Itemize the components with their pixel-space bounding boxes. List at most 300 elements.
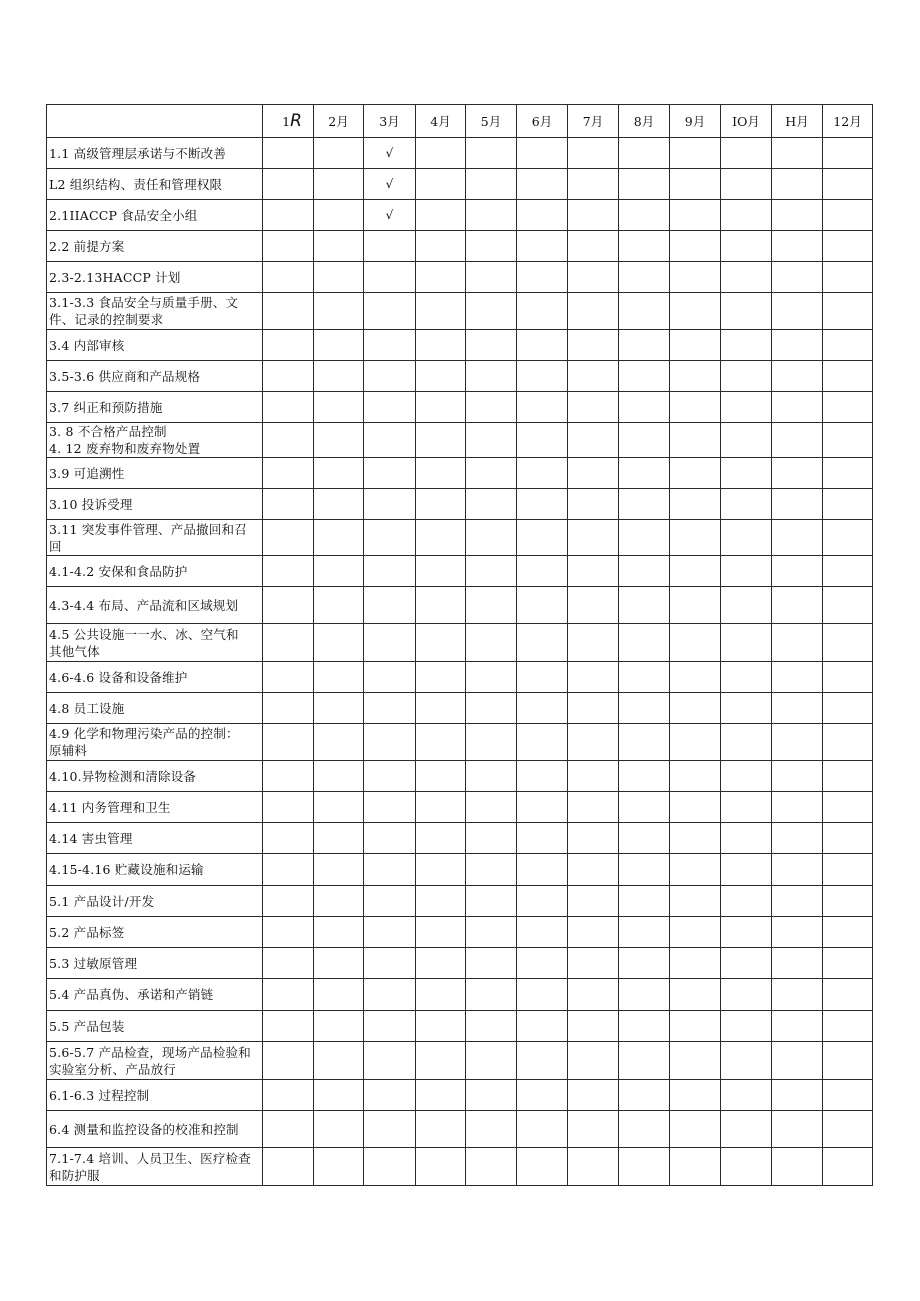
month-cell-12	[823, 293, 873, 330]
audit-item-line: 4.6-4.6 设备和设备维护	[49, 669, 188, 685]
month-cell-4	[416, 262, 466, 293]
month-cell-11	[772, 489, 823, 520]
month-cell-5	[466, 624, 517, 662]
month-cell-6	[517, 423, 568, 458]
month-cell-11	[772, 693, 823, 724]
audit-item-line: 实验室分析、产品放行	[49, 1061, 177, 1077]
month-cell-2	[314, 423, 364, 458]
month-cell-1	[263, 423, 314, 458]
month-cell-6	[517, 761, 568, 792]
month-cell-9	[670, 556, 721, 587]
month-1-number: 1	[282, 113, 291, 129]
month-cell-4	[416, 823, 466, 854]
audit-item-line: 回	[49, 538, 62, 554]
month-cell-7	[568, 823, 619, 854]
month-cell-7	[568, 662, 619, 693]
month-cell-10	[721, 854, 772, 886]
month-cell-2	[314, 520, 364, 556]
month-cell-3	[364, 392, 416, 423]
month-cell-2	[314, 330, 364, 361]
table-row	[47, 200, 873, 231]
table-row	[47, 587, 873, 624]
header-item-blank	[47, 105, 263, 138]
audit-item-label	[47, 361, 263, 392]
month-cell-12	[823, 392, 873, 423]
header-month-3: 3月	[364, 105, 416, 138]
month-cell-10	[721, 1011, 772, 1042]
month-cell-6	[517, 330, 568, 361]
month-cell-9	[670, 792, 721, 823]
month-cell-2	[314, 169, 364, 200]
audit-item-label	[47, 693, 263, 724]
month-cell-12	[823, 169, 873, 200]
month-cell-10	[721, 293, 772, 330]
month-cell-1	[263, 1042, 314, 1080]
month-cell-10	[721, 200, 772, 231]
audit-item-line: 4.1-4.2 安保和食品防护	[49, 563, 188, 579]
month-cell-3	[364, 1111, 416, 1148]
month-cell-4	[416, 1111, 466, 1148]
month-cell-4	[416, 520, 466, 556]
header-month-9: 9月	[670, 105, 721, 138]
table-row	[47, 1148, 873, 1186]
audit-item-label	[47, 1080, 263, 1111]
check-mark: √	[385, 177, 394, 191]
month-cell-11	[772, 392, 823, 423]
month-cell-5	[466, 293, 517, 330]
month-cell-3	[364, 886, 416, 917]
month-cell-2	[314, 1111, 364, 1148]
month-cell-3	[364, 624, 416, 662]
month-cell-1	[263, 1080, 314, 1111]
table-row	[47, 662, 873, 693]
month-cell-3	[364, 458, 416, 489]
month-cell-6	[517, 1148, 568, 1186]
month-cell-1	[263, 556, 314, 587]
header-month-7: 7月	[568, 105, 619, 138]
month-cell-9	[670, 761, 721, 792]
month-cell-6	[517, 693, 568, 724]
month-cell-7	[568, 361, 619, 392]
header-month-5: 5月	[466, 105, 517, 138]
month-cell-4	[416, 948, 466, 979]
month-cell-7	[568, 520, 619, 556]
month-cell-9	[670, 1042, 721, 1080]
table-row	[47, 979, 873, 1011]
month-cell-7	[568, 624, 619, 662]
month-cell-3	[364, 520, 416, 556]
month-cell-1	[263, 169, 314, 200]
month-cell-7	[568, 392, 619, 423]
month-cell-9	[670, 1111, 721, 1148]
month-cell-6	[517, 1111, 568, 1148]
month-cell-12	[823, 231, 873, 262]
month-cell-9	[670, 262, 721, 293]
month-cell-2	[314, 1011, 364, 1042]
month-cell-1	[263, 979, 314, 1011]
month-cell-1	[263, 792, 314, 823]
month-cell-6	[517, 556, 568, 587]
month-cell-2	[314, 917, 364, 948]
month-cell-2	[314, 556, 364, 587]
month-cell-3	[364, 1148, 416, 1186]
month-cell-1	[263, 392, 314, 423]
month-cell-2	[314, 231, 364, 262]
month-cell-7	[568, 724, 619, 761]
month-cell-1	[263, 231, 314, 262]
month-cell-2	[314, 823, 364, 854]
month-cell-3	[364, 262, 416, 293]
month-cell-8	[619, 361, 670, 392]
month-cell-11	[772, 917, 823, 948]
month-cell-12	[823, 886, 873, 917]
month-cell-8	[619, 1011, 670, 1042]
audit-item-label	[47, 330, 263, 361]
audit-item-line: 件、记录的控制要求	[49, 312, 164, 327]
month-cell-8	[619, 458, 670, 489]
month-cell-9	[670, 587, 721, 624]
month-cell-6	[517, 458, 568, 489]
month-cell-12	[823, 1042, 873, 1080]
month-cell-3	[364, 1011, 416, 1042]
month-cell-1	[263, 458, 314, 489]
month-cell-2	[314, 587, 364, 624]
header-month-11: H月	[772, 105, 823, 138]
month-cell-6	[517, 489, 568, 520]
month-cell-4	[416, 624, 466, 662]
month-cell-5	[466, 1011, 517, 1042]
month-cell-7	[568, 262, 619, 293]
month-cell-9	[670, 917, 721, 948]
month-cell-8	[619, 520, 670, 556]
month-cell-6	[517, 262, 568, 293]
audit-item-line: 3.1-3.3 食品安全与质量手册、文	[49, 295, 239, 310]
month-cell-1	[263, 361, 314, 392]
month-cell-9	[670, 231, 721, 262]
month-cell-3	[364, 330, 416, 361]
month-cell-5	[466, 392, 517, 423]
month-cell-8	[619, 761, 670, 792]
month-cell-2	[314, 854, 364, 886]
table-row	[47, 854, 873, 886]
month-cell-10	[721, 330, 772, 361]
month-cell-3	[364, 489, 416, 520]
table-row	[47, 1011, 873, 1042]
audit-item-line: 3.11 突发事件管理、产品撤回和召	[49, 521, 247, 537]
audit-item-line: 4.15-4.16 贮藏设施和运输	[49, 862, 204, 877]
header-row	[47, 105, 873, 138]
month-cell-5	[466, 761, 517, 792]
month-cell-5	[466, 138, 517, 169]
month-cell-5	[466, 917, 517, 948]
month-cell-11	[772, 624, 823, 662]
audit-item-line: 2.2 前提方案	[49, 238, 125, 254]
month-cell-11	[772, 423, 823, 458]
month-cell-2	[314, 1042, 364, 1080]
month-cell-10	[721, 262, 772, 293]
month-cell-7	[568, 948, 619, 979]
month-cell-8	[619, 169, 670, 200]
month-cell-4	[416, 458, 466, 489]
table-row	[47, 392, 873, 423]
month-cell-4	[416, 662, 466, 693]
audit-item-label	[47, 556, 263, 587]
month-cell-7	[568, 761, 619, 792]
month-cell-8	[619, 1111, 670, 1148]
audit-item-line: 4.14 害虫管理	[49, 830, 133, 846]
month-cell-5	[466, 169, 517, 200]
month-cell-9	[670, 330, 721, 361]
month-cell-3	[364, 724, 416, 761]
month-cell-10	[721, 1080, 772, 1111]
month-cell-12	[823, 854, 873, 886]
month-cell-11	[772, 1080, 823, 1111]
month-cell-2	[314, 293, 364, 330]
audit-item-line: L2 组织结构、责任和管理权限	[49, 176, 223, 192]
month-cell-6	[517, 724, 568, 761]
month-cell-1	[263, 854, 314, 886]
header-month-12: 12月	[823, 105, 873, 138]
month-cell-11	[772, 231, 823, 262]
month-cell-9	[670, 823, 721, 854]
table-body	[47, 105, 873, 1186]
month-cell-5	[466, 792, 517, 823]
table-row	[47, 169, 873, 200]
month-cell-11	[772, 948, 823, 979]
month-cell-10	[721, 886, 772, 917]
month-cell-10	[721, 138, 772, 169]
month-cell-7	[568, 330, 619, 361]
month-cell-11	[772, 854, 823, 886]
month-cell-2	[314, 792, 364, 823]
month-cell-11	[772, 200, 823, 231]
month-cell-3	[364, 138, 416, 169]
month-cell-10	[721, 520, 772, 556]
month-cell-5	[466, 693, 517, 724]
month-cell-11	[772, 761, 823, 792]
month-cell-4	[416, 200, 466, 231]
month-cell-12	[823, 624, 873, 662]
month-cell-8	[619, 854, 670, 886]
month-cell-8	[619, 423, 670, 458]
audit-item-label	[47, 761, 263, 792]
month-cell-4	[416, 392, 466, 423]
month-cell-3	[364, 423, 416, 458]
month-cell-2	[314, 489, 364, 520]
month-cell-6	[517, 1042, 568, 1080]
table-row	[47, 361, 873, 392]
audit-item-label	[47, 624, 263, 662]
table-row	[47, 1111, 873, 1148]
month-cell-2	[314, 979, 364, 1011]
month-cell-2	[314, 886, 364, 917]
month-cell-4	[416, 917, 466, 948]
month-cell-11	[772, 823, 823, 854]
month-cell-8	[619, 587, 670, 624]
month-cell-8	[619, 724, 670, 761]
month-cell-4	[416, 761, 466, 792]
table-row	[47, 423, 873, 458]
audit-item-line: 4.10.异物检测和清除设备	[49, 768, 197, 784]
month-cell-9	[670, 423, 721, 458]
audit-item-line: 4.5 公共设施一一水、冰、空气和	[49, 626, 239, 642]
audit-item-line: 3. 8 不合格产品控制	[49, 424, 167, 439]
month-cell-8	[619, 917, 670, 948]
month-cell-7	[568, 293, 619, 330]
month-cell-2	[314, 693, 364, 724]
month-cell-2	[314, 724, 364, 761]
month-cell-8	[619, 979, 670, 1011]
month-cell-9	[670, 138, 721, 169]
month-cell-6	[517, 886, 568, 917]
month-cell-8	[619, 392, 670, 423]
table-row	[47, 138, 873, 169]
month-cell-9	[670, 489, 721, 520]
month-cell-6	[517, 1011, 568, 1042]
month-cell-3	[364, 587, 416, 624]
month-cell-4	[416, 556, 466, 587]
month-cell-5	[466, 979, 517, 1011]
month-cell-1	[263, 587, 314, 624]
month-cell-1	[263, 200, 314, 231]
month-cell-1	[263, 1011, 314, 1042]
check-mark: √	[385, 208, 394, 222]
month-cell-4	[416, 138, 466, 169]
month-cell-8	[619, 662, 670, 693]
table-row	[47, 624, 873, 662]
month-cell-6	[517, 1080, 568, 1111]
header-month-8: 8月	[619, 105, 670, 138]
audit-item-label	[47, 489, 263, 520]
month-cell-10	[721, 1111, 772, 1148]
month-cell-12	[823, 330, 873, 361]
table-row	[47, 724, 873, 761]
table-row	[47, 330, 873, 361]
audit-item-line: 3.9 可追溯性	[49, 465, 125, 481]
audit-item-label	[47, 886, 263, 917]
audit-item-label	[47, 392, 263, 423]
month-cell-2	[314, 392, 364, 423]
month-cell-10	[721, 392, 772, 423]
month-cell-1	[263, 886, 314, 917]
month-cell-12	[823, 138, 873, 169]
month-cell-5	[466, 458, 517, 489]
month-cell-3	[364, 556, 416, 587]
month-cell-4	[416, 1011, 466, 1042]
month-cell-7	[568, 917, 619, 948]
month-cell-4	[416, 724, 466, 761]
month-cell-6	[517, 293, 568, 330]
month-cell-4	[416, 792, 466, 823]
month-cell-12	[823, 724, 873, 761]
month-cell-8	[619, 330, 670, 361]
month-cell-12	[823, 1111, 873, 1148]
month-cell-5	[466, 200, 517, 231]
audit-item-line: 5.4 产品真伪、承诺和产销链	[49, 987, 214, 1002]
month-cell-5	[466, 587, 517, 624]
month-cell-4	[416, 293, 466, 330]
month-cell-9	[670, 392, 721, 423]
month-cell-11	[772, 587, 823, 624]
month-cell-7	[568, 423, 619, 458]
month-cell-2	[314, 1080, 364, 1111]
audit-item-line: 3.7 纠正和预防措施	[49, 399, 163, 415]
month-cell-12	[823, 200, 873, 231]
month-cell-9	[670, 458, 721, 489]
month-cell-3	[364, 1080, 416, 1111]
audit-item-label	[47, 724, 263, 761]
month-cell-12	[823, 423, 873, 458]
audit-item-line: 3.4 内部审核	[49, 337, 125, 353]
month-cell-8	[619, 138, 670, 169]
month-cell-7	[568, 489, 619, 520]
month-cell-3	[364, 231, 416, 262]
audit-item-line: 5.3 过敏原管理	[49, 955, 138, 971]
audit-item-label	[47, 458, 263, 489]
month-cell-8	[619, 231, 670, 262]
month-cell-8	[619, 1148, 670, 1186]
month-cell-6	[517, 624, 568, 662]
month-cell-5	[466, 556, 517, 587]
month-cell-3	[364, 1042, 416, 1080]
month-cell-7	[568, 1042, 619, 1080]
audit-item-label	[47, 662, 263, 693]
table-row	[47, 262, 873, 293]
month-cell-2	[314, 262, 364, 293]
audit-item-line: 4.8 员工设施	[49, 700, 125, 716]
header-month-4: 4月	[416, 105, 466, 138]
month-cell-5	[466, 231, 517, 262]
month-cell-10	[721, 458, 772, 489]
month-cell-10	[721, 948, 772, 979]
month-cell-5	[466, 489, 517, 520]
month-cell-3	[364, 293, 416, 330]
header-month-10: IO月	[721, 105, 772, 138]
month-cell-4	[416, 231, 466, 262]
audit-item-line: 2.1IIACCP 食品安全小组	[49, 207, 198, 223]
month-cell-11	[772, 520, 823, 556]
month-cell-9	[670, 169, 721, 200]
month-cell-4	[416, 693, 466, 724]
month-cell-4	[416, 489, 466, 520]
audit-item-line: 4.9 化学和物理污染产品的控制：	[49, 726, 239, 741]
month-cell-10	[721, 231, 772, 262]
month-cell-9	[670, 854, 721, 886]
month-cell-5	[466, 1080, 517, 1111]
table-row	[47, 556, 873, 587]
month-cell-6	[517, 823, 568, 854]
month-cell-6	[517, 392, 568, 423]
month-cell-10	[721, 724, 772, 761]
month-cell-10	[721, 1042, 772, 1080]
month-cell-8	[619, 1080, 670, 1111]
audit-item-line: 和防护服	[49, 1167, 100, 1183]
header-month-1	[263, 105, 314, 138]
month-cell-12	[823, 1080, 873, 1111]
month-cell-1	[263, 917, 314, 948]
audit-item-label	[47, 1148, 263, 1186]
table-row	[47, 761, 873, 792]
month-cell-10	[721, 979, 772, 1011]
month-cell-12	[823, 948, 873, 979]
month-cell-5	[466, 1042, 517, 1080]
month-cell-8	[619, 1042, 670, 1080]
month-cell-12	[823, 979, 873, 1011]
month-cell-9	[670, 979, 721, 1011]
audit-item-label	[47, 293, 263, 330]
month-cell-9	[670, 693, 721, 724]
month-cell-9	[670, 361, 721, 392]
